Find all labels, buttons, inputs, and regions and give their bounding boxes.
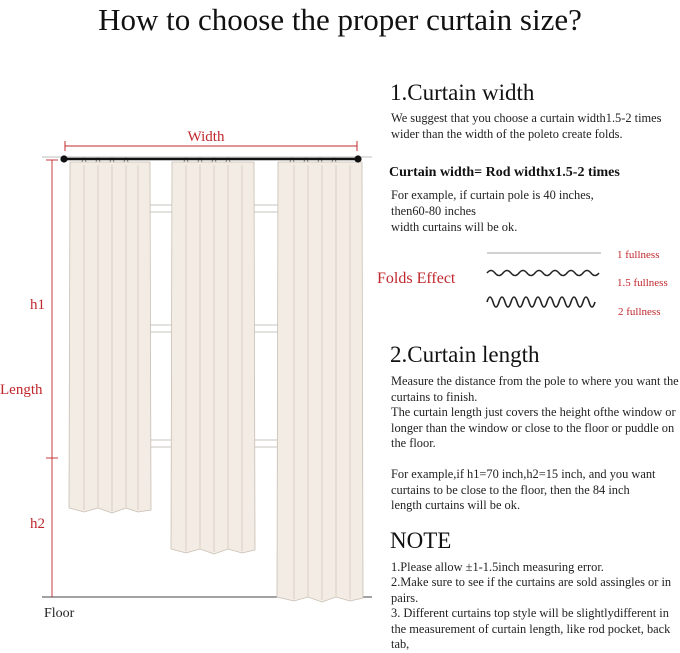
fullness-2: 2 fullness xyxy=(618,306,661,318)
floor-label: Floor xyxy=(44,606,75,621)
width-example-line3: width curtains will be ok. xyxy=(391,220,518,234)
length-paragraph-3: For example,if h1=70 inch,h2=15 inch, and you want curtains to be close to the floor, then the 84 inch length curtains will be ok. xyxy=(391,467,656,512)
length-label: Length xyxy=(0,382,43,398)
curtain-rod xyxy=(60,155,361,162)
curtain-panel-right xyxy=(277,162,363,602)
h1-label: h1 xyxy=(30,297,45,313)
fold-line-2x xyxy=(487,297,595,307)
note-item-1: 1.Please allow ±1-1.5inch measuring error. xyxy=(391,560,604,574)
width-formula: Curtain width= Rod widthx1.5-2 times xyxy=(389,165,620,180)
length-paragraph-1: Measure the distance from the pole to where you want the curtains to finish. xyxy=(391,374,679,404)
height-dimension xyxy=(46,160,58,597)
note-item-3: 3. Different curtains top style will be slightlydifferent in the measurement of curtain length, like rod pocket, back tab, xyxy=(391,606,671,651)
width-description: We suggest that you choose a curtain width1.5-2 times wider than the width of the poleto create folds. xyxy=(391,111,662,141)
fullness-1: 1 fullness xyxy=(617,249,660,261)
folds-effect-label: Folds Effect xyxy=(377,270,456,287)
fold-line-1-5x xyxy=(487,271,599,276)
note-item-2: 2.Make sure to see if the curtains are sold assingles or in pairs. xyxy=(391,575,672,605)
curtain-panel-left xyxy=(69,162,151,513)
curtain-panel-middle xyxy=(171,162,255,554)
width-example-line1: For example, if curtain pole is 40 inches, xyxy=(391,188,594,202)
page-title: How to choose the proper curtain size? xyxy=(98,2,582,37)
h2-label: h2 xyxy=(30,516,45,532)
folds-effect-illustration xyxy=(485,248,605,318)
width-section-heading: 1.Curtain width xyxy=(390,80,535,105)
width-label: Width xyxy=(187,129,225,145)
width-example-line2: then60-80 inches xyxy=(391,204,476,218)
fullness-1-5: 1.5 fullness xyxy=(617,277,668,289)
length-section-heading: 2.Curtain length xyxy=(390,342,540,367)
note-heading: NOTE xyxy=(390,528,452,553)
length-paragraph-2: The curtain length just covers the height ofthe window or longer than the window or close to the floor or puddle on the floor. xyxy=(391,405,676,450)
